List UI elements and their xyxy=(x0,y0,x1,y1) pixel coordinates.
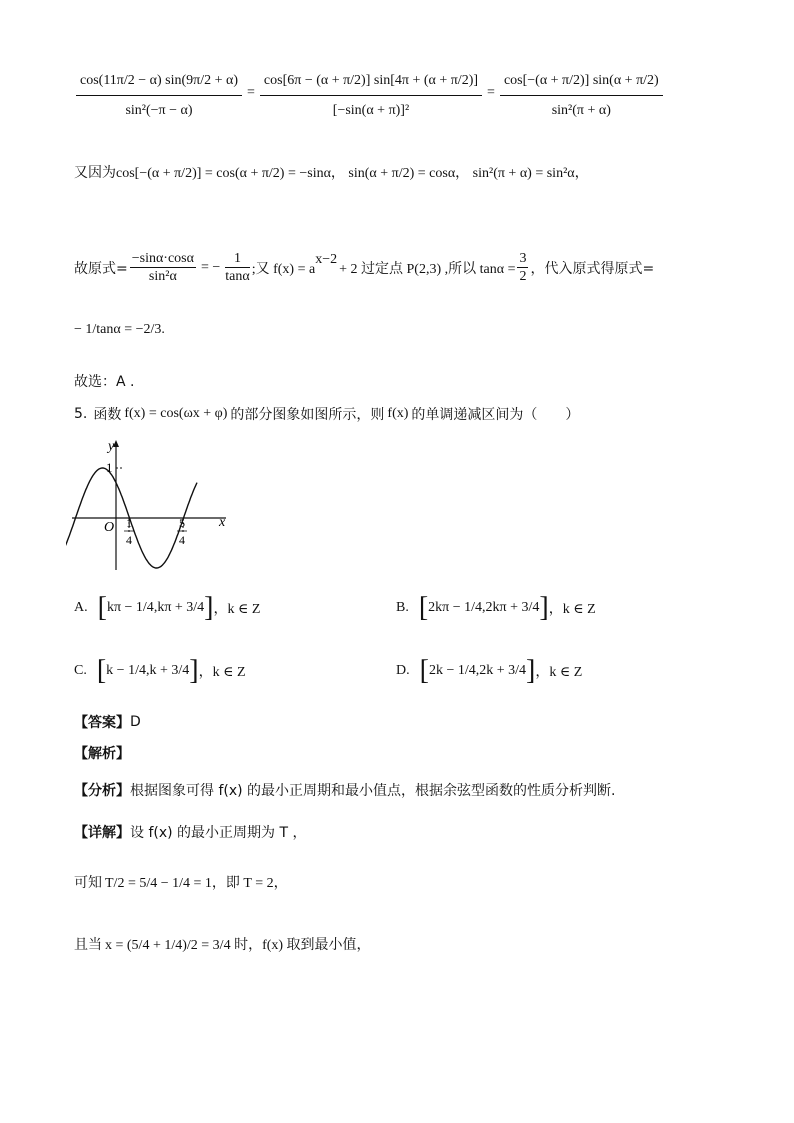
line3-frac2-num: 1 xyxy=(225,250,249,268)
option-a-left: kπ − 1/4 xyxy=(106,600,154,615)
line3-frac3-den: 2 xyxy=(519,269,527,284)
answer-line xyxy=(74,712,141,732)
option-c-tail: ，k ∈ Z xyxy=(198,665,246,680)
option-a-letter: A. xyxy=(74,600,88,615)
tick-2-den: 4 xyxy=(179,533,185,547)
option-d-tail: ，k ∈ Z xyxy=(535,665,583,680)
answer-tag: 【答案】 xyxy=(74,715,130,731)
fenxi-text: 根据图象可得 f(x) 的最小正周期和最小值点，根据余弦型函数的性质分析判断. xyxy=(130,783,616,799)
question-text-a: 函数 xyxy=(93,407,122,423)
option-b-right: 2kπ + 3/4 xyxy=(485,600,540,615)
xiangjie-tag: 【详解】 xyxy=(74,825,130,841)
lhs-fraction xyxy=(76,66,242,119)
line3-frac3-num: 3 xyxy=(519,251,527,266)
line3-frac1-den: sin²α xyxy=(148,269,177,284)
option-b-tail: ，k ∈ Z xyxy=(548,602,596,617)
step-2-line xyxy=(74,934,371,954)
equation-line-1: $\frac{\cos(11\pi/2 - \alpha) \sin(9\pi/2 + \alpha)}{\text{sin²(−π − α)}}$ = $\frac{\cos[6\pi - (\alpha + \pi/2)] \sin[4\pi + (\alpha + \pi/2)]}{\text{[−sin(α + π)]²}}$ = $\frac{\cos[-(\alpha + \pi/2)] \sin(\alpha + \pi/2)}{\text{sin²(π + α)}}$ xyxy=(74,66,665,119)
tick-1-den: 4 xyxy=(126,533,132,547)
option-b-letter: B. xyxy=(396,600,409,615)
line4-expr: − 1/tanα = −2/3. xyxy=(74,322,165,337)
x-axis-label: x xyxy=(219,515,226,530)
tick-2-num: 5 xyxy=(179,516,185,530)
line2-prefix: 又因为 xyxy=(74,165,116,181)
line3-frac1 xyxy=(130,250,196,285)
question-text-b: 的部分图象如图所示，则 xyxy=(230,407,385,423)
option-d-left: 2k − 1/4 xyxy=(428,663,476,678)
option-b-left: 2kπ − 1/4 xyxy=(428,600,483,615)
step-1-expr: T/2 = 5/4 − 1/4 = 1，即 T = 2， xyxy=(105,876,288,891)
cosine-graph xyxy=(66,434,236,574)
fenxi-tag: 【分析】 xyxy=(74,783,130,799)
option-c-left: k − 1/4 xyxy=(106,663,146,678)
rhs-denominator: sin²(π + α) xyxy=(551,103,611,118)
option-d[interactable]: D. [ 2k − 1/4 , 2k + 3/4 ] ，k ∈ Z xyxy=(396,655,583,686)
answer-value: D xyxy=(130,714,141,730)
analysis-tag: 【解析】 xyxy=(74,746,130,762)
line3-mid2: + 2 过定点 P(2,3) ,所以 tanα = xyxy=(339,261,516,277)
xiangjie-text: 设 f(x) 的最小正周期为 T ， xyxy=(130,825,307,841)
lhs-denominator: sin²(−π − α) xyxy=(125,103,193,118)
rhs-numerator: cos[−(α + π/2)] sin(α + π/2) xyxy=(500,66,663,96)
step-2-expr: x = (5/4 + 1/4)/2 = 3/4 时，f(x) 取到最小值， xyxy=(105,938,371,953)
lhs-numerator: cos(11π/2 − α) sin(9π/2 + α) xyxy=(76,66,242,96)
option-a-right: kπ + 3/4 xyxy=(157,600,205,615)
equation-line-3: 故原式= $\frac{-\sin\alpha\cdot\cos\alpha}{\text{sin²α}}$ = − $\frac{1}{\tan\alpha}$ ;又 f(x) = a $^{x-2}$ + 2 过定点 P(2,3) ,所以 tanα = $\frac{3}{2}$ ，代入原式得原式= xyxy=(74,251,655,284)
mid-fraction xyxy=(260,66,482,119)
line3-frac3 xyxy=(517,250,528,285)
mid-numerator: cos[6π − (α + π/2)] sin[4π + (α + π/2)] xyxy=(260,66,482,96)
line3-mid: ;又 f(x) = a xyxy=(251,261,316,277)
step-2-prefix: 且当 xyxy=(74,937,102,953)
question-text-c: 的单调递减区间为（ ） xyxy=(411,407,580,423)
line3-suffix: ，代入原式得原式= xyxy=(530,260,655,277)
xiangjie-line xyxy=(74,822,307,842)
question-5 xyxy=(74,404,579,424)
question-func: f(x) = cos(ωx + φ) xyxy=(124,406,228,421)
line3-frac2 xyxy=(225,250,249,285)
option-b[interactable]: B. [ 2kπ − 1/4 , 2kπ + 3/4 ] ，k ∈ Z xyxy=(396,592,596,623)
line3-prefix: 故原式= xyxy=(74,260,128,277)
line3-frac1-num: −sinα·cosα xyxy=(131,251,194,266)
question-number: 5. xyxy=(74,406,88,422)
option-c[interactable]: C. [ k − 1/4 , k + 3/4 ] ，k ∈ Z xyxy=(74,655,246,686)
question-func2: f(x) xyxy=(387,406,409,421)
line3-frac2-den: tanα xyxy=(225,269,250,284)
option-c-right: k + 3/4 xyxy=(149,663,190,678)
option-d-right: 2k + 3/4 xyxy=(479,663,527,678)
rhs-fraction xyxy=(500,66,663,119)
tick-1-num: 1 xyxy=(126,516,132,530)
step-1-prefix: 可知 xyxy=(74,875,102,891)
option-a-tail: ，k ∈ Z xyxy=(213,602,261,617)
line3-exp: x−2 xyxy=(315,251,338,267)
equation-line-4 xyxy=(74,322,165,338)
y-axis-label: y xyxy=(108,439,115,454)
mid-denominator: [−sin(α + π)]² xyxy=(332,103,410,118)
max-label: 1 xyxy=(106,460,113,475)
option-d-letter: D. xyxy=(396,663,410,678)
origin-label: O xyxy=(104,520,115,535)
equation-line-2 xyxy=(74,162,589,182)
line2-expr: cos[−(α + π/2)] = cos(α + π/2) = −sinα， sin(α + π/2) = cosα， sin²(π + α) = sin²α， xyxy=(116,166,589,181)
fenxi-line xyxy=(74,780,616,800)
option-c-letter: C. xyxy=(74,663,87,678)
option-a[interactable]: A. [ kπ − 1/4 , kπ + 3/4 ] ，k ∈ Z xyxy=(74,592,261,623)
step-1-line xyxy=(74,872,288,892)
choose-line: 故选：A . xyxy=(74,374,135,390)
